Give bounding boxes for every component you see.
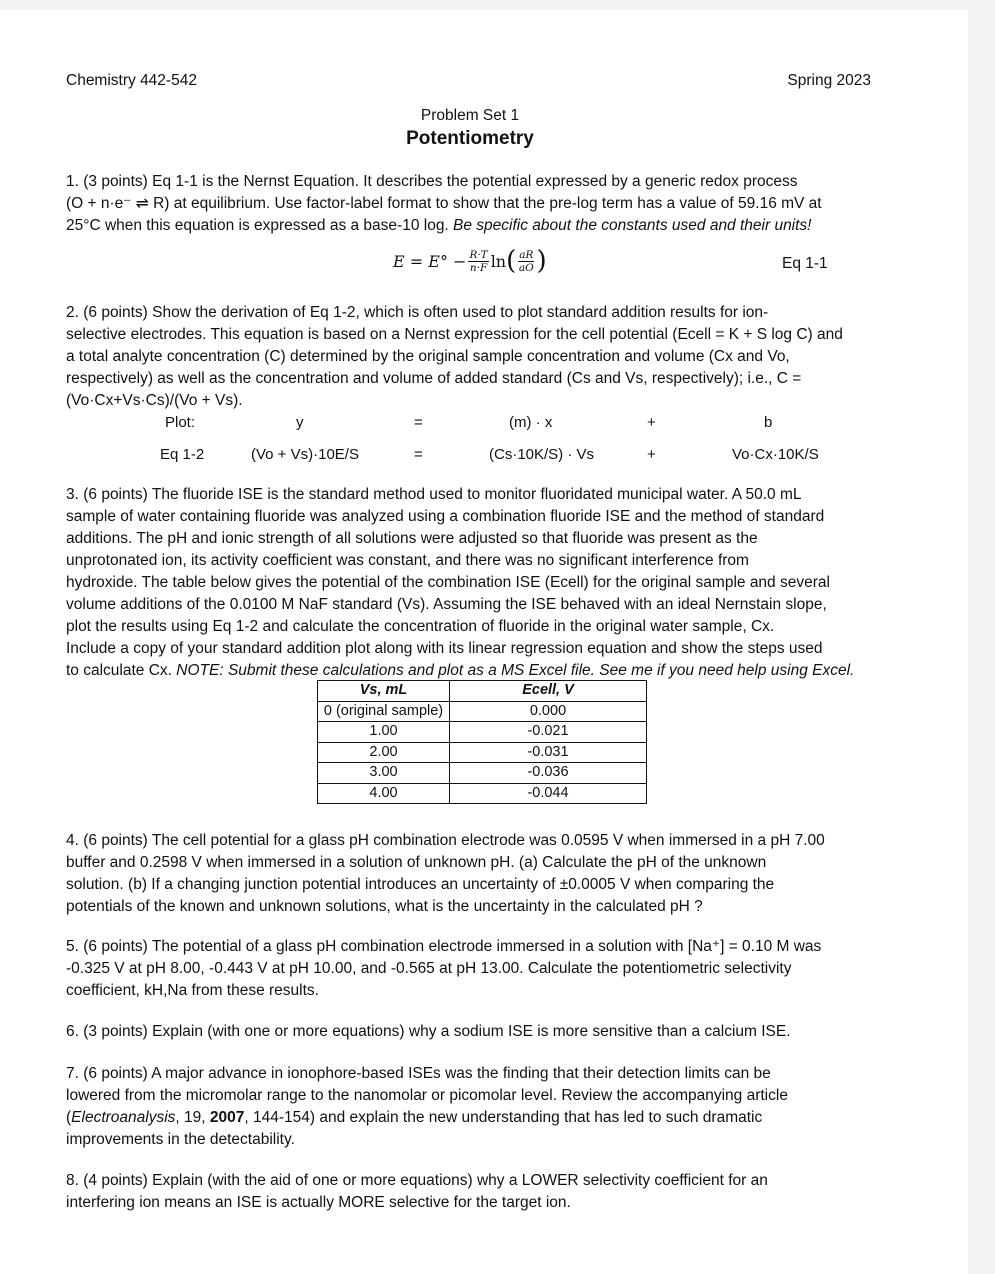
term: Spring 2023 bbox=[787, 72, 871, 89]
standard-addition-table bbox=[317, 680, 647, 804]
rt-over-nf: $\frac{R\cdot T}{n\cdot F}$ bbox=[469, 248, 488, 274]
q8-line: interfering ion means an ISE is actually MORE selective for the target ion. bbox=[66, 1194, 571, 1211]
q3-line: additions. The pH and ionic strength of all solutions were adjusted so that fluoride was present as the bbox=[66, 530, 758, 547]
q3-line: unprotonated ion, its activity coefficient was constant, and there was no significant interference from bbox=[66, 552, 749, 569]
q4-line: 4. (6 points) The cell potential for a glass pH combination electrode was 0.0595 V when immersed in a pH 7.00 bbox=[66, 832, 825, 849]
q4-line: buffer and 0.2598 V when immersed in a solution of unknown pH. (a) Calculate the pH of the unknown bbox=[66, 854, 767, 871]
q2-line: 2. (6 points) Show the derivation of Eq 1-2, which is often used to plot standard addition results for ion- bbox=[66, 304, 769, 321]
question-6 bbox=[66, 1021, 878, 1043]
q2-line: a total analyte concentration (C) determined by the original sample concentration and volume (Cx and Vo, bbox=[66, 348, 790, 365]
q7-line: 7. (6 points) A major advance in ionophore-based ISEs was the finding that their detection limits can be bbox=[66, 1065, 771, 1082]
activity-ratio: $\frac{aR}{aO}$ bbox=[518, 248, 534, 274]
q7-line: lowered from the micromolar range to the nanomolar or picomolar level. Review the accompanying article bbox=[66, 1087, 788, 1104]
problem-set-label: Problem Set 1 bbox=[420, 107, 520, 124]
question-2 bbox=[66, 302, 878, 412]
table-row bbox=[318, 783, 647, 804]
q4-line: potentials of the known and unknown solutions, what is the uncertainty in the calculated pH ? bbox=[66, 898, 703, 915]
table-cell: 2.00 bbox=[318, 742, 450, 763]
q3-line: Include a copy of your standard addition plot along with its linear regression equation and show the steps used bbox=[66, 640, 823, 657]
table-row bbox=[318, 701, 647, 722]
column-header: Vs, mL bbox=[318, 681, 450, 702]
table-row bbox=[318, 742, 647, 763]
q3-line: to calculate Cx. NOTE: Submit these calculations and plot as a MS Excel file. See me if you need help using Excel. bbox=[66, 662, 855, 679]
eq-label-1-1: Eq 1-1 bbox=[782, 255, 828, 272]
table-cell: -0.031 bbox=[450, 742, 647, 763]
question-4 bbox=[66, 830, 878, 918]
table-row bbox=[318, 763, 647, 784]
page-title: Potentiometry bbox=[406, 128, 534, 149]
q3-line: 3. (6 points) The fluoride ISE is the standard method used to monitor fluoridated municipal water. A 50.0 mL bbox=[66, 486, 802, 503]
q8-line: 8. (4 points) Explain (with the aid of one or more equations) why a LOWER selectivity coefficient for an bbox=[66, 1172, 768, 1189]
question-8 bbox=[66, 1170, 878, 1214]
q5-line: -0.325 V at pH 8.00, -0.443 V at pH 10.00, and -0.565 at pH 13.00. Calculate the potentiometric selectivity bbox=[66, 960, 792, 977]
q3-line: sample of water containing fluoride was analyzed using a combination fluoride ISE and the method of standard bbox=[66, 508, 825, 525]
q2-line: respectively) as well as the concentration and volume of added standard (Cs and Vs, respectively); i.e., C = bbox=[66, 370, 802, 387]
table-cell: -0.044 bbox=[450, 783, 647, 804]
nernst-equation: E = E° − $\frac{R\cdot T}{n\cdot F}$ ln ( $\frac{aR}{aO}$ ) bbox=[393, 246, 547, 276]
document-page: Chemistry 442-542 Spring 2023 Problem Set 1 Potentiometry 1. (3 points) Eq 1-1 is the Nernst Equation. It describes the potential expressed by a generic redox process (O + n·e⁻ ⇌ R) at equilibrium. Use factor-label format to show that the pre-log term has a value of 59.16 mV at 25°C when this equation is expressed as a base-10 log. Be specific about the constants used and their units! E = E° − $\frac{R\cdot T}{n\cdot F}$ ln ( $\frac{aR}{aO}$ ) Eq 1-1 2. (6 points) Show the derivation of Eq 1-2, which is often used to plot standard addition results for ion- selective electrodes. This equation is based on a Nernst expression for the cell potential (Ecell = K + S log C) and a total analyte concentration (C) determined by the original sample concentration and volume (Cx and Vo, respectively) as well as the concentration and volume of added standard (Cs and Vs, respectively); i.e., C = (Vo·Cx+Vs·Cs)/(Vo + Vs). Plot: y = (m) · x + b Eq 1-2 (Vo + Vs)·10E/S = (Cs·10K/S) · Vs + Vo·Cx·10K/S 3. (6 points) The fluoride ISE is the standard method used to monitor fluoridated municipal water. A 50.0 mL sample of water containing fluoride was analyzed using a combination fluoride ISE and the method of standard additions. The pH and ionic strength of all solutions were adjusted so that fluoride was present as the unprotonated ion, its activity coefficient was constant, and there was no significant interference from hydroxide. The table below gives the potential of the combination ISE (Ecell) for the original sample and several volume additions of the 0.0100 M NaF standard (Vs). Assuming the ISE behaved with an ideal Nernstain slope, plot the results using Eq 1-2 and calculate the concentration of fluoride in the original water sample, Cx. Include a copy of your standard addition plot along with its linear regression equation and show the steps used to calculate Cx. NOTE: Submit these calculations and plot as a MS Excel file. See me if you need help using Excel. Vs, mL Ecell, V 0 (original sample) 0.000 1.00 -0.021 2.00 -0.031 3.00 -0.036 4.00 -0.044 4. (6 points) The cell potential for a glass pH combination electrode was 0.0595 V when immersed in a pH 7.00 buffer and 0.2598 V when immersed in a solution of unknown pH. (a) Calculate the pH of the unknown solution. (b) If a changing junction potential introduces an uncertainty of ±0.0005 V when comparing the potentials of the known and unknown solutions, what is the uncertainty in the calculated pH ? 5. (6 points) The potential of a glass pH combination electrode immersed in a solution with [Na⁺] = 0.10 M was -0.325 V at pH 8.00, -0.443 V at pH 10.00, and -0.565 at pH 13.00. Calculate the potentiometric selectivity coefficient, kH,Na from these results. 6. (3 points) Explain (with one or more equations) why a sodium ISE is more sensitive than a calcium ISE. 7. (6 points) A major advance in ionophore-based ISEs was the finding that their detection limits can be lowered from the micromolar range to the nanomolar or picomolar level. Review the accompanying article (Electroanalysis, 19, 2007, 144-154) and explain the new understanding that has led to such dramatic improvements in the detectability. 8. (4 points) Explain (with the aid of one or more equations) why a LOWER selectivity coefficient for an interfering ion means an ISE is actually MORE selective for the target ion. bbox=[0, 10, 968, 1274]
question-5 bbox=[66, 936, 878, 1002]
q1-line: (O + n·e⁻ ⇌ R) at equilibrium. Use factor-label format to show that the pre-log term has a value of 59.16 mV at bbox=[66, 195, 822, 212]
q5-line: 5. (6 points) The potential of a glass pH combination electrode immersed in a solution with [Na⁺] = 0.10 M was bbox=[66, 938, 822, 955]
question-3 bbox=[66, 484, 886, 682]
q2-line: selective electrodes. This equation is based on a Nernst expression for the cell potential (Ecell = K + S log C) and bbox=[66, 326, 843, 343]
q3-line: volume additions of the 0.0100 M NaF standard (Vs). Assuming the ISE behaved with an ideal Nernstain slope, bbox=[66, 596, 827, 613]
course-name: Chemistry 442-542 bbox=[66, 72, 197, 89]
q4-line: solution. (b) If a changing junction potential introduces an uncertainty of ±0.0005 V when comparing the bbox=[66, 876, 775, 893]
question-7 bbox=[66, 1063, 878, 1151]
q7-line: (Electroanalysis, 19, 2007, 144-154) and explain the new understanding that has led to such dramatic bbox=[66, 1109, 763, 1126]
table-cell: 3.00 bbox=[318, 763, 450, 784]
q2-line: (Vo·Cx+Vs·Cs)/(Vo + Vs). bbox=[66, 392, 243, 409]
q1-line: 1. (3 points) Eq 1-1 is the Nernst Equation. It describes the potential expressed by a generic redox process bbox=[66, 173, 798, 190]
question-1 bbox=[66, 171, 878, 237]
table-header-row bbox=[318, 681, 647, 702]
q5-line: coefficient, kH,Na from these results. bbox=[66, 982, 319, 999]
column-header: Ecell, V bbox=[450, 681, 647, 702]
table-row bbox=[318, 722, 647, 743]
q3-line: hydroxide. The table below gives the potential of the combination ISE (Ecell) for the original sample and several bbox=[66, 574, 830, 591]
q6-line: 6. (3 points) Explain (with one or more equations) why a sodium ISE is more sensitive than a calcium ISE. bbox=[66, 1023, 791, 1040]
table-cell: 0.000 bbox=[450, 701, 647, 722]
q3-line: plot the results using Eq 1-2 and calculate the concentration of fluoride in the original water sample, Cx. bbox=[66, 618, 775, 635]
q1-line: 25°C when this equation is expressed as a base-10 log. Be specific about the constants used and their units! bbox=[66, 217, 812, 234]
table-cell: -0.021 bbox=[450, 722, 647, 743]
table-cell: 4.00 bbox=[318, 783, 450, 804]
table-cell: -0.036 bbox=[450, 763, 647, 784]
table-cell: 1.00 bbox=[318, 722, 450, 743]
q7-line: improvements in the detectability. bbox=[66, 1131, 295, 1148]
table-cell: 0 (original sample) bbox=[318, 701, 450, 722]
